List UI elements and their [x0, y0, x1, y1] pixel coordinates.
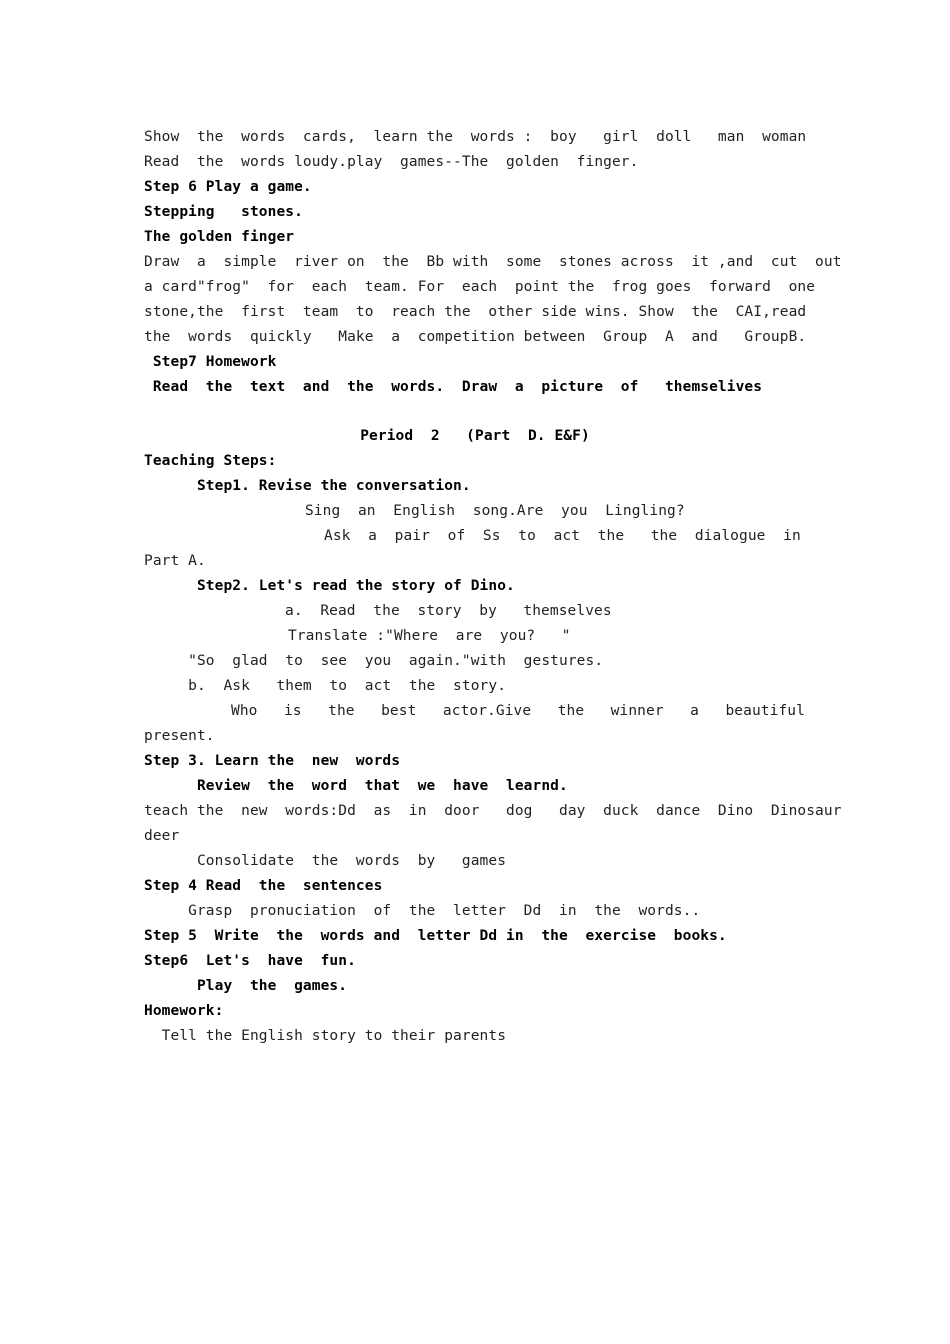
text-line: Grasp pronuciation of the letter Dd in the words..: [144, 903, 701, 919]
homework-text: Read the text and the words. Draw a picture of themselives: [144, 379, 763, 395]
text-line: Consolidate the words by games: [144, 853, 507, 869]
step-heading: Step2. Let's read the story of Dino.: [144, 578, 515, 594]
step-heading: Step 6 Play a game.: [144, 179, 312, 195]
text-line: a card"frog" for each team. For each point the frog goes forward one: [144, 279, 816, 295]
period-title: Period 2 (Part D. E&F): [360, 428, 590, 444]
step-heading: Step7 Homework: [144, 354, 277, 370]
text-line: Part A.: [144, 553, 206, 569]
text-line: teach the new words:Dd as in door dog day duck dance Dino Dinosaur: [144, 803, 842, 819]
game-name: The golden finger: [144, 229, 295, 245]
text-line: b. Ask them to act the story.: [144, 678, 507, 694]
step-heading: Step1. Revise the conversation.: [144, 478, 471, 494]
text-line: Show the words cards, learn the words : boy girl doll man woman: [144, 129, 807, 145]
text-line: Review the word that we have learnd.: [144, 778, 568, 794]
section-heading: Homework:: [144, 1003, 224, 1019]
section-heading: Teaching Steps:: [144, 453, 277, 469]
text-line: Draw a simple river on the Bb with some stones across it ,and cut out: [144, 254, 842, 270]
game-name: Stepping stones.: [144, 204, 303, 220]
text-line: a. Read the story by themselves: [285, 603, 612, 619]
text-line: deer: [144, 828, 180, 844]
text-line: Translate :"Where are you? ": [288, 628, 571, 644]
text-line: stone,the first team to reach the other side wins. Show the CAI,read: [144, 304, 807, 320]
text-line: "So glad to see you again."with gestures.: [144, 653, 604, 669]
text-line: the words quickly Make a competition between Group A and GroupB.: [144, 329, 807, 345]
text-line: Who is the best actor.Give the winner a beautiful: [231, 703, 805, 719]
step-heading: Step 4 Read the sentences: [144, 878, 383, 894]
step-heading: Step 3. Learn the new words: [144, 753, 401, 769]
text-line: Ask a pair of Ss to act the the dialogue in: [324, 528, 801, 544]
text-line: Play the games.: [144, 978, 348, 994]
text-line: Read the words loudy.play games--The golden finger.: [144, 154, 639, 170]
step-heading: Step6 Let's have fun.: [144, 953, 356, 969]
step-heading: Step 5 Write the words and letter Dd in the exercise books.: [144, 928, 727, 944]
text-line: Tell the English story to their parents: [144, 1028, 507, 1044]
text-line: present.: [144, 728, 215, 744]
text-line: Sing an English song.Are you Lingling?: [305, 503, 685, 519]
